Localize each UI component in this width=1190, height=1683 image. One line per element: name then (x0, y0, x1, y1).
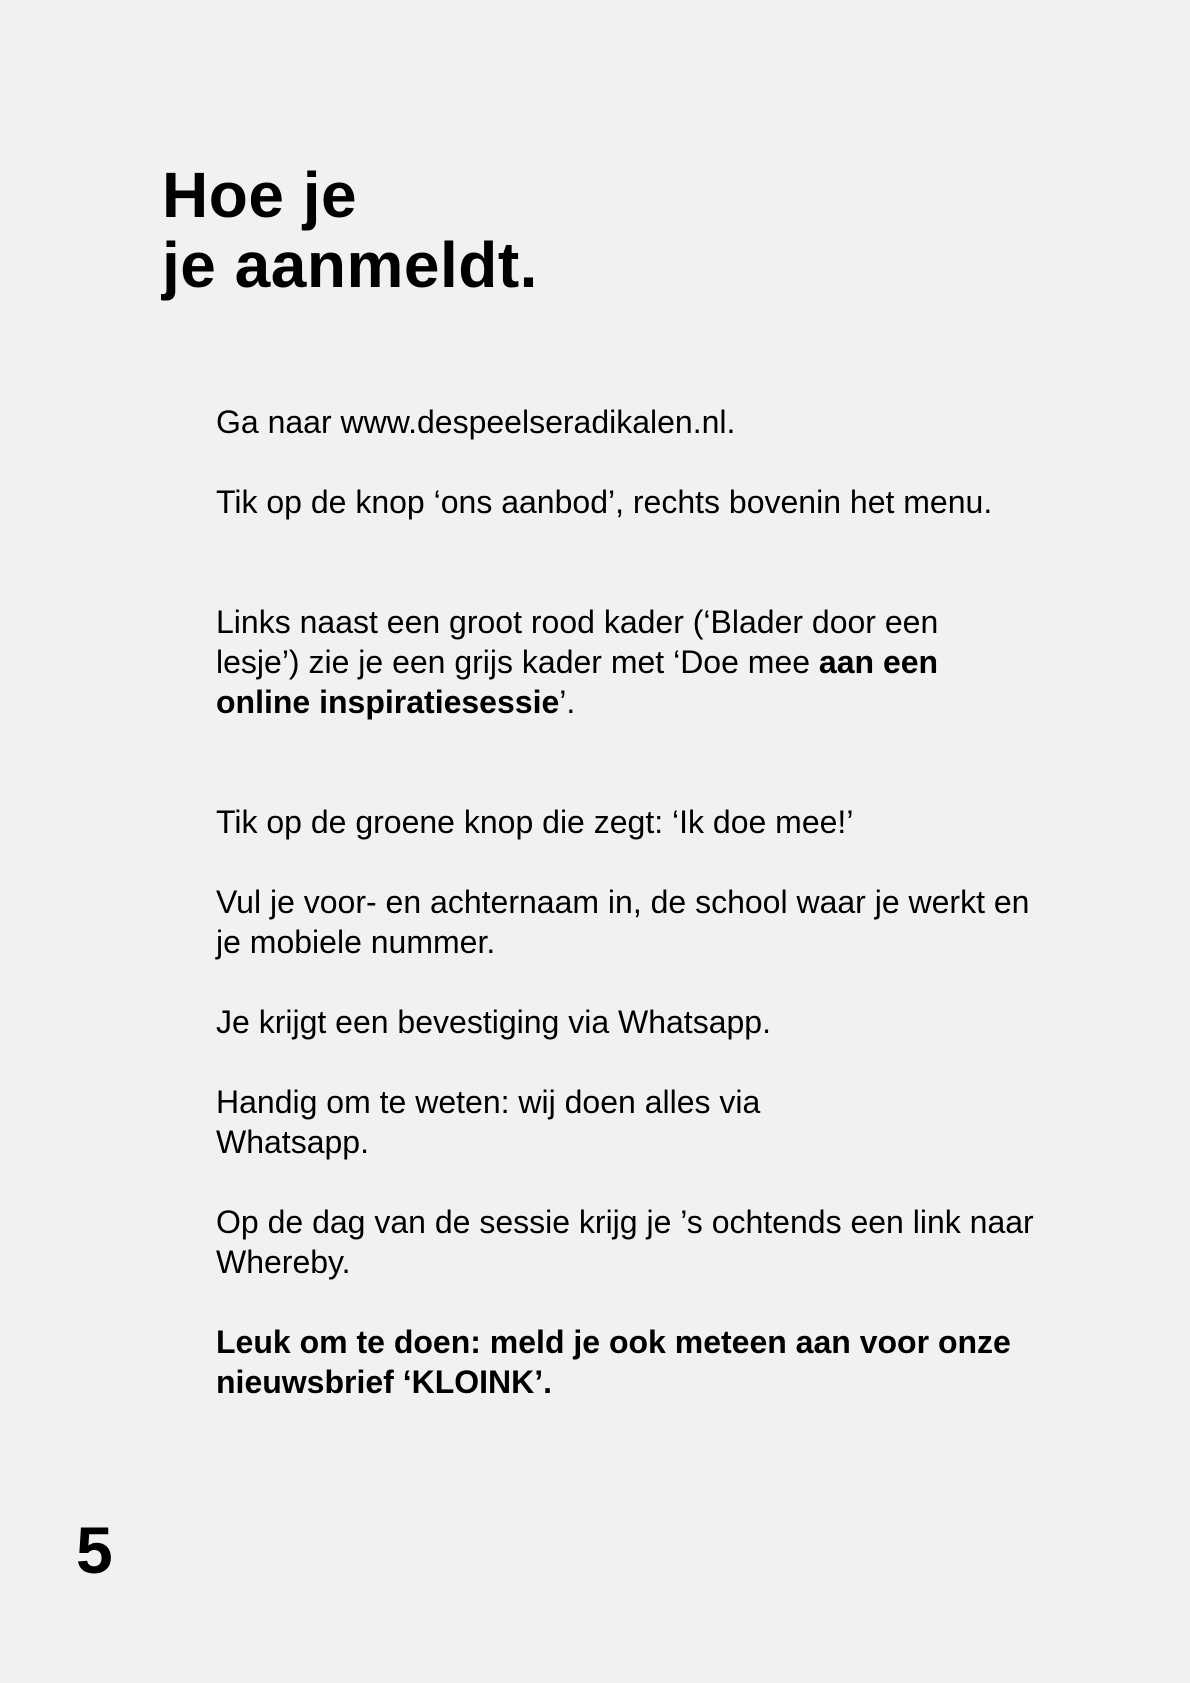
paragraph-whatsapp-note: Handig om te weten: wij doen alles via Whatsapp. (216, 1084, 761, 1160)
page-number: 5 (76, 1513, 113, 1587)
page-title (162, 160, 538, 300)
paragraph-fill-details: Vul je voor- en achternaam in, de school waar je werkt en je mobiele nummer. (216, 884, 1030, 960)
paragraph-tap-offer-button: Tik op de knop ‘ons aanbod’, rechts bovenin het menu. (216, 484, 993, 520)
paragraph-grey-frame: Links naast een groot rood kader (‘Blader door een lesje’) zie je een grijs kader met ‘Doe mee aan een online inspiratiesessie’. (216, 604, 939, 720)
paragraph-newsletter: Leuk om te doen: meld je ook meteen aan voor onze nieuwsbrief ‘KLOINK’. (216, 1324, 1011, 1400)
paragraph-green-button: Tik op de groene knop die zegt: ‘Ik doe mee!’ (216, 804, 854, 840)
paragraph-visit-website: Ga naar www.despeelseradikalen.nl. (216, 404, 736, 440)
title-line-2: je aanmeldt. (162, 229, 538, 301)
paragraph-whereby-link: Op de dag van de sessie krijg je ’s ochtends een link naar Whereby. (216, 1204, 1034, 1280)
title-line-1: Hoe je (162, 159, 358, 231)
paragraph-confirmation: Je krijgt een bevestiging via Whatsapp. (216, 1004, 771, 1040)
